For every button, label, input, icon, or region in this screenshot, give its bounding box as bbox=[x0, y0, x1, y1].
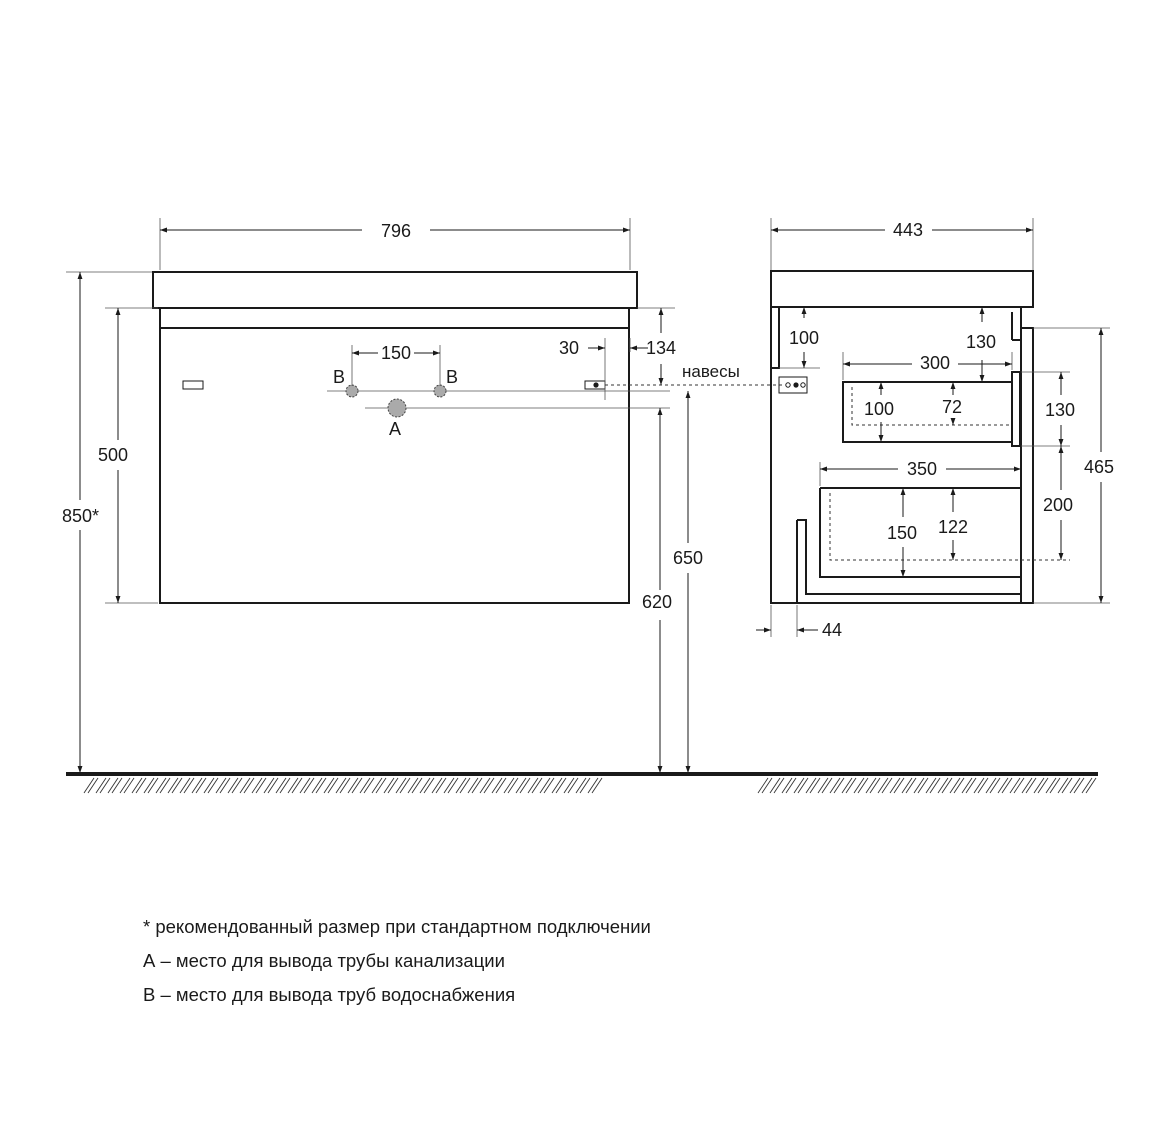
label-b-right: B bbox=[446, 367, 459, 387]
dim-796: 796 bbox=[380, 221, 412, 241]
dim-620: 620 bbox=[642, 592, 673, 612]
dim-44: 44 bbox=[822, 620, 843, 640]
left-hinge bbox=[183, 381, 203, 389]
dim-150-drawer: 150 bbox=[887, 523, 918, 543]
water-supply-point-left bbox=[346, 385, 358, 397]
dim-150-pipes: 150 bbox=[380, 343, 412, 363]
dim-30: 30 bbox=[559, 338, 580, 358]
dim-300: 300 bbox=[919, 353, 951, 373]
note-recommended: * рекомендованный размер при стандартном подключении bbox=[143, 916, 651, 937]
dim-122: 122 bbox=[938, 517, 969, 537]
floor-hatching-left bbox=[84, 778, 602, 793]
dim-100-drawer: 100 bbox=[864, 399, 895, 419]
floor-hatching-right bbox=[758, 778, 1096, 793]
dim-130-top: 130 bbox=[966, 332, 997, 352]
dim-850: 850* bbox=[62, 506, 100, 526]
dim-100-top: 100 bbox=[789, 328, 820, 348]
dim-500: 500 bbox=[98, 445, 129, 465]
hinge-label: навесы bbox=[682, 362, 740, 381]
dim-200: 200 bbox=[1043, 495, 1074, 515]
front-view bbox=[62, 218, 785, 773]
notes bbox=[143, 910, 651, 1012]
dim-465: 465 bbox=[1084, 457, 1115, 477]
dim-443: 443 bbox=[892, 220, 924, 240]
right-hinge-dot bbox=[593, 382, 598, 387]
side-countertop bbox=[771, 271, 1033, 307]
lower-drawer bbox=[820, 488, 1021, 577]
front-countertop bbox=[153, 272, 637, 308]
floor bbox=[66, 774, 1098, 793]
label-a: A bbox=[389, 419, 402, 439]
dim-72: 72 bbox=[942, 397, 963, 417]
dim-134: 134 bbox=[646, 338, 677, 358]
drain-point bbox=[388, 399, 406, 417]
label-b-left: B bbox=[333, 367, 346, 387]
note-supply: В – место для вывода труб водоснабжения bbox=[143, 984, 516, 1005]
note-drain: А – место для вывода трубы канализации bbox=[143, 950, 505, 971]
dim-650: 650 bbox=[673, 548, 704, 568]
dim-130-right: 130 bbox=[1045, 400, 1076, 420]
side-hinge bbox=[779, 377, 807, 393]
side-back-panel bbox=[771, 307, 779, 368]
water-supply-point-right bbox=[434, 385, 446, 397]
dim-350: 350 bbox=[906, 459, 938, 479]
side-view bbox=[756, 218, 1114, 640]
